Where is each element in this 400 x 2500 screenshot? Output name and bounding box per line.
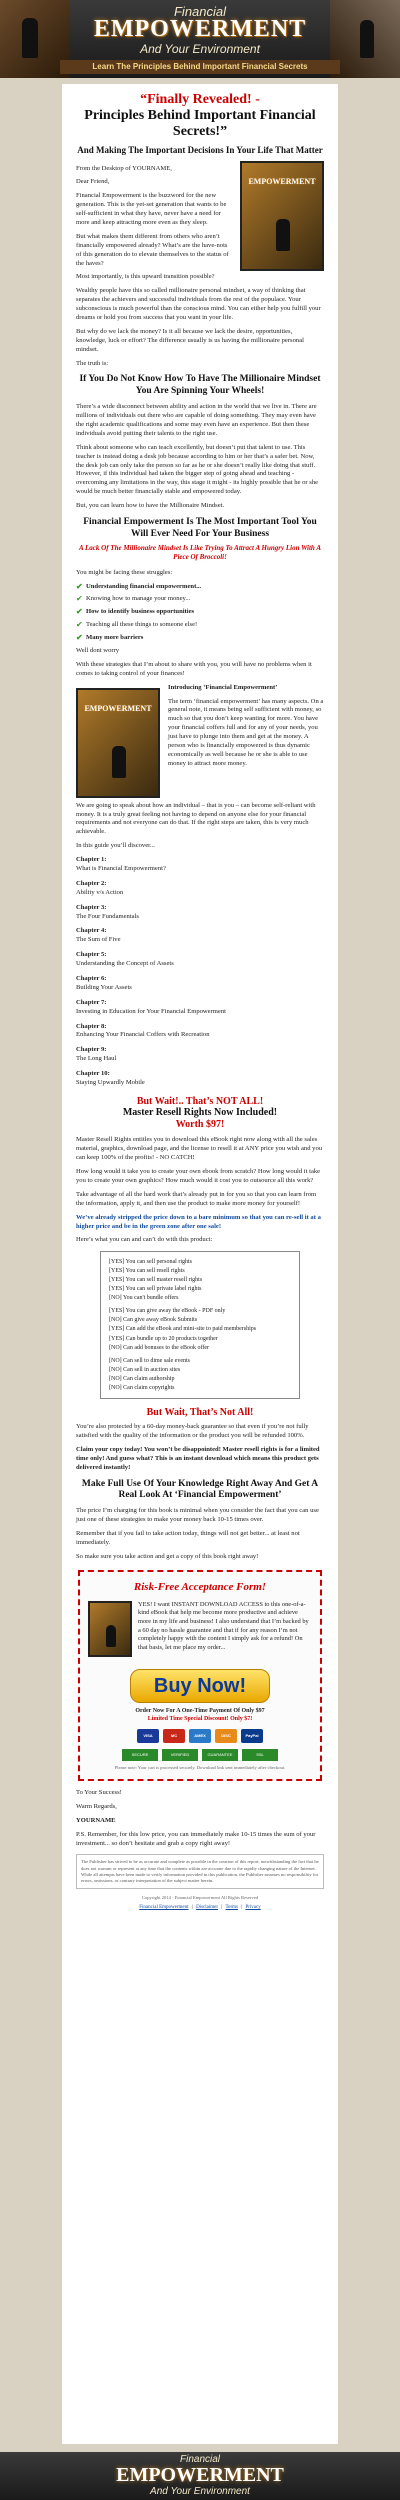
trust-badges [88,1749,312,1761]
chapter-item [76,904,324,922]
header-line-1: Financial [173,4,227,19]
signoff-name: YOURNAME [76,1816,116,1824]
cta-heading: Make Full Use Of Your Knowledge Right Away And Get A Real Look At ‘Financial Empowerment’ [81,1478,319,1501]
footer-links: Financial Empowerment | Disclaimer | Terms | Privacy [139,1905,261,1911]
main-content [62,84,338,2444]
footer-link-privacy[interactable]: Privacy [245,1905,261,1911]
chapter-item [76,999,324,1017]
order-form [78,1570,322,1781]
ebook-cover-image [88,1601,132,1657]
section-heading: Financial Empowerment Is The Most Important Tool You Will Ever Need For Your Business [83,517,317,539]
section-paragraph: With these strategies that I’m about to share with you, you will have no problems when it comes to taking control of your finances! [76,660,312,677]
chapter-number: Chapter 7: [76,998,107,1006]
chapter-title: Enhancing Your Financial Coffers with Recreation [76,1031,210,1039]
amex-card-icon: AMEX [189,1729,211,1743]
discover-card-icon: DISC [215,1729,237,1743]
footer-line-3: And Your Environment [150,2486,250,2497]
rights-item: [YES] Can bundle up to 20 products together [109,1335,218,1342]
intro-heading: Introducing ‘Financial Empowerment’ [168,683,278,691]
paypal-icon: PayPal [241,1729,263,1743]
signoff-regards: Warm Regards, [76,1802,117,1810]
checkmark-icon: ✔ [76,594,83,604]
checklist-item [76,595,324,604]
rights-item: [NO] Can sell to dime sale events [109,1357,190,1364]
payment-cards [88,1729,312,1743]
checklist-item [76,583,324,592]
businessman-silhouette-icon [106,1625,116,1647]
chapter-number: Chapter 2: [76,879,107,887]
checklist-item [76,608,324,617]
footer-title: EMPOWERMENT [116,2464,284,2486]
chapter-item [76,1070,324,1088]
rights-item: [NO] Can add bonuses to the eBook offer [109,1344,210,1351]
order-form-body [88,1601,312,1661]
checklist-text: Knowing how to manage your money... [86,595,191,603]
rights-item: [YES] You can give away the eBook - PDF only [109,1308,226,1315]
chapter-number: Chapter 3: [76,903,107,911]
chapter-item [76,1046,324,1064]
letter-paragraph: The truth is: [76,359,109,367]
rights-item: [YES] Can add the eBook and mini-site to paid memberships [109,1326,257,1333]
footer-banner [0,2452,400,2500]
rights-item: [YES] You can sell private label rights [109,1286,202,1293]
order-form-title: Risk-Free Acceptance Form! [133,1580,267,1593]
chapter-number: Chapter 1: [76,856,107,864]
chapter-number: Chapter 9: [76,1046,107,1054]
checklist-item [76,634,324,643]
rights-item: [NO] Can claim authorship [109,1375,175,1382]
rights-item: [YES] You can sell personal rights [109,1258,192,1265]
section-heading: If You Do Not Know How To Have The Millionaire Mindset You Are Spinning Your Wheels! [79,374,321,397]
hero-title: Principles Behind Important Financial Secrets!” [84,108,316,140]
chapter-item [76,975,324,993]
chapter-title: The Sum of Five [76,936,121,944]
businessman-silhouette-icon [112,746,126,778]
secure-badge-icon: SECURE [122,1749,158,1761]
letter-from: From the Desktop of YOURNAME, [76,164,172,172]
chapter-title: Understanding the Concept of Assets [76,960,174,968]
resell-price: Worth $97! [175,1118,225,1130]
chapter-title: The Long Haul [76,1055,117,1063]
header-banner [0,0,400,78]
letter-paragraph: But why do we lack the money? Is it all because we lack the desire, opportunities, knowledge, luck or effort? The difference usually is us having the millionaire personal mindset. [76,327,304,353]
checkmark-icon: ✔ [76,620,83,630]
ebook-cover-image [76,688,160,798]
rights-item: [YES] You can sell master resell rights [109,1277,203,1283]
chapter-item [76,927,324,945]
letter-paragraph: But what makes them different from others who aren’t financially empowered already? What’s are the have-nots of this generation do to elevate themselves to the status of the haves? [76,232,229,267]
ebook-cover-title: EMPOWERMENT [84,703,152,713]
resell-heading: Master Resell Rights Now Included! [122,1107,278,1119]
section-paragraph: Well dont worry [76,646,120,654]
footer-line-1: Financial [179,2454,221,2465]
chapter-item [76,951,324,969]
chapter-title: Investing in Education for Your Financial Empowerment [76,1007,226,1015]
chapter-title: Staying Upwardly Mobile [76,1079,145,1087]
resell-paragraph: Here’s what you can and can’t do with this product: [76,1236,213,1244]
checkmark-icon: ✔ [76,633,83,643]
guarantee-badge-icon: GUARANTEE [202,1749,238,1761]
rights-item: [NO] Can give away eBook Submits [109,1317,198,1324]
section-paragraph: There’s a wide disconnect between ability and action in the world that we live in. There are millions of individuals out there who are capable of doing something. They may even have the right academic qualifications and some may even have an experience. But then these individuals avoid putting their talents to the right use. [76,403,317,437]
resell-paragraph: How long would it take you to create your own ebook from scratch? How long would it take you to create your own graphics? How much would it cost you to outsource all this work? [76,1168,321,1184]
checkmark-icon: ✔ [76,581,83,591]
mastercard-icon: MC [163,1729,185,1743]
checklist-text: Understanding financial empowerment... [86,582,202,590]
buy-now-button[interactable]: Buy Now! [130,1669,270,1703]
section-red-subheading: A Lack Of The Millionaire Mindset Is Like Trying To Attract A Hungry Lion With A Piece Of Broccoli! [79,543,321,562]
order-price: Order Now For A One-Time Payment Of Only $97 [135,1707,265,1714]
section-paragraph: You might be facing these struggles: [76,568,173,576]
rights-item: [NO] Can sell in auction sites [109,1366,181,1373]
hero-title-red: “Finally Revealed! - [140,92,260,107]
chapter-title: What is Financial Empowerment? [76,864,166,872]
rights-item: [NO] You can't bundle offers [109,1295,179,1302]
chapter-number: Chapter 10: [76,1070,110,1078]
rights-list [100,1251,300,1398]
checklist-text: Many more barriers [86,634,144,642]
checkmark-icon: ✔ [76,607,83,617]
section-paragraph: But, you can learn how to have the Millionaire Mindset. [76,502,225,510]
wait-paragraph: Claim your copy today! You won’t be disappointed! Master resell rights is for a limited time only! And guess what? This is an instant download which means this product gets delivered instantly! [76,1445,320,1471]
signoff-ps: P.S. Remember, for this low price, you can immediately make 10-15 times the sum of your investment... so don’t hesitate and grab a copy right away! [76,1830,316,1847]
letter-paragraph: Financial Empowerment is the buzzword for the new generation. This is the yet-set generation that wants to be self-sufficient in what they have, never have a need for more and keep attracting more even as they sleep. [76,192,227,226]
order-fine-print: Please note: Your cart is processed securely. Download link sent immediately after checkout. [114,1764,286,1770]
footer-link-home[interactable]: Financial Empowerment [139,1905,189,1911]
ssl-badge-icon: SSL [242,1749,278,1761]
section-paragraph: In this guide you’ll discover... [76,842,155,850]
chapter-item [76,1023,324,1041]
section-paragraph: We are going to speak about how an individual – that is you – can become self-reliant with money. It is a truly great feeling not having to depend on anyone else for your financial requirements and not everyone can do that. If the right steps are taken, this is very much achievable. [76,801,316,836]
chapter-title: Building Your Assets [76,983,132,991]
cta-paragraph: So make sure you take action and get a copy of this book right away! [76,1552,259,1560]
chapter-number: Chapter 8: [76,1022,107,1030]
verified-badge-icon: VERIFIED [162,1749,198,1761]
chapter-title: The Four Fundamentals [76,912,139,920]
hero-subtitle: And Making The Important Decisions In Your Life That Matter [77,145,323,156]
resell-paragraph: Take advantage of all the hard work that’s already put in for you so that you can learn from the information, apply it, and then use the product to make more money for yourself! [76,1190,317,1207]
chapter-number: Chapter 5: [76,951,107,959]
chapter-number: Chapter 6: [76,975,107,982]
checklist-text: Teaching all these things to someone else! [86,621,198,629]
chapter-item [76,856,324,874]
header-line-3: And Your Environment [140,42,260,56]
cta-paragraph: The price I’m charging for this book is minimal when you consider the fact that you can use just one of these strategies to make your money back 10-15 times over. [76,1507,319,1524]
cta-paragraph: Remember that if you fail to take action today, things will not get better... at least not immediately. [76,1530,300,1546]
chapter-list [76,856,324,1088]
chapter-item [76,880,324,898]
resell-paragraph: Master Resell Rights entitles you to download this eBook right now along with all the sales material, graphics, download page, and the license to resell it at ANY price you wish and you can keep 100% of the profits! - NO CATCH! [76,1136,323,1162]
footer-link-disclaimer[interactable]: Disclaimer [196,1905,218,1911]
letter-paragraph: Most importantly, is this upward transition possible? [76,273,215,281]
businessman-silhouette-icon [276,219,290,251]
footer-link-terms[interactable]: Terms [225,1905,238,1911]
ebook-cover-image [240,161,324,271]
header-tagline: Learn The Principles Behind Important Financial Secrets [60,60,340,74]
order-form-text: YES! I want INSTANT DOWNLOAD ACCESS to this one-of-a-kind eBook that help me become more productive and achieve more in my life and business! I also understand that I’m backed by a 60 day no hassle guarantee and that if for any reason I’m not completely happy with the content I simply ask for a refund! On that basis, let me place my order... [138,1600,309,1651]
wait-paragraph: You’re also protected by a 60-day money-back guarantee so that even if you’re not fully satisfied with the quality of the information or the product you will be refunded 100%. [76,1423,309,1440]
letter-greeting: Dear Friend, [76,178,110,186]
section-paragraph: Think about someone who can teach excellently, but doesn’t put that talent to use. This teacher is instead doing a desk job because according to him or her that’s a safer bet. Now, the desk job can only take the person so far as he or she doesn’t really like doing that stuff. However, if this individual had taken the bigger step of going ahead and teaching - overcoming any limitations in the way, this stage it might - its highly possible that he or she would be much better financially stable and empowered today. [76,443,319,496]
ebook-cover-title: EMPOWERMENT [248,176,316,186]
signoff-success: To Your Success! [76,1789,122,1796]
disclaimer-box: The Publisher has strived to be as accurate and complete as possible in the creation of this report, notwithstanding the fact that he does not warrant or represent at any time that the contents within are accurate due to the rapidly changing nature of the Internet. While all attempts have been made to verify information provided in this publication, the Publisher assumes no responsibility for errors, omissions, or contrary interpretation of the subject matter herein. [76,1854,324,1889]
resell-highlight: We’ve already stripped the price down to a bare minimum so that you can re-sell it at a higher price and be in the green zone after one sale! [76,1213,321,1230]
visa-card-icon: VISA [137,1729,159,1743]
order-special: Limited Time Special Discount! Only $7! [147,1715,253,1722]
checklist-item [76,621,324,630]
header-title: EMPOWERMENT [93,16,307,42]
section-paragraph: The term ‘financial empowerment’ has many aspects. On a general note, it means being self sufficient with money, so much so that you don’t keep wanting for more. You have your financial coffers full and for any of your needs, you just have to plunge into them and get at the money. A person who is financially empowered is thus dynamic economically as well because he or she is able to use money to attract more money. [168,697,324,767]
rights-item: [NO] Can claim copyrights [109,1385,175,1392]
copyright: Copyright 2014 - Financial Empowerment All Rights Reserved [141,1895,259,1901]
resell-heading-red: But Wait!.. That’s NOT ALL! [136,1095,264,1107]
chapter-number: Chapter 4: [76,927,107,935]
letter-paragraph: Wealthy people have this so called millionaire personal mindset, a way of thinking that separates the achievers and successful individuals from the rest of the populace. Your subconscious is much powerful than the conscious mind. You can either help you fulfill your dreams or hold you from success that you want in your life. [76,287,321,321]
wait-heading: But Wait, That’s Not All! [146,1406,254,1418]
checklist-text: How to identify business opportunities [86,608,195,616]
rights-item: [YES] You can sell resell rights [109,1267,185,1274]
chapter-title: Ability v/s Action [76,888,124,896]
